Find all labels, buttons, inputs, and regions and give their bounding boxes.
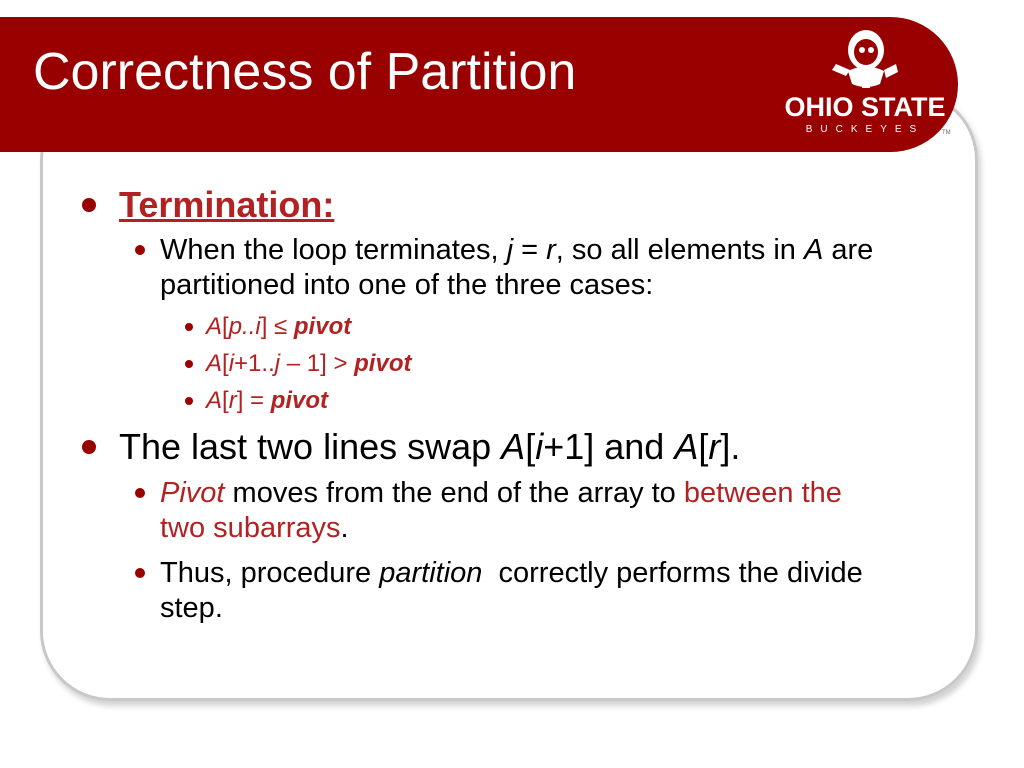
case-2-text: A[i+1..j – 1] > pivot — [206, 350, 412, 377]
logo-tm: TM — [942, 130, 951, 136]
buckeye-mascot-icon — [778, 26, 953, 146]
bullet-loop-terminates — [135, 233, 945, 303]
bullet-termination — [82, 183, 334, 226]
bullet-dot — [135, 245, 145, 255]
bullet-pivot-moves — [135, 476, 895, 546]
logo-line2: BUCKEYES — [805, 124, 925, 135]
logo-line1: OHIO STATE — [784, 92, 946, 122]
bullet-dot — [185, 397, 193, 405]
bullet-dot — [135, 488, 145, 498]
last-two-lines-text: The last two lines swap A[i+1] and A[r]. — [119, 426, 741, 467]
bullet-dot — [185, 323, 193, 331]
case-3-text: A[r] = pivot — [206, 387, 329, 414]
ohio-state-buckeyes-logo — [778, 26, 953, 146]
pivot-moves-text: Pivot moves from the end of the array to between the two subarrays. — [160, 477, 842, 544]
procedure-partition-text: Thus, procedure partition correctly performs the divide step. — [160, 557, 871, 624]
bullet-last-two-lines — [82, 425, 740, 468]
bullet-dot — [185, 360, 193, 368]
bullet-dot — [135, 568, 145, 578]
case-greater-pivot — [185, 349, 411, 379]
loop-terminates-text: When the loop terminates, j = r, so all elements in A are partitioned into one of the three cases: — [160, 234, 874, 301]
bullet-procedure-partition — [135, 556, 915, 626]
case-less-equal-pivot — [185, 312, 351, 342]
case-equal-pivot — [185, 386, 328, 416]
bullet-dot — [82, 198, 96, 212]
bullet-dot — [82, 440, 96, 454]
case-1-text: A[p..i] ≤ pivot — [206, 313, 352, 340]
slide-title: Correctness of Partition — [33, 43, 577, 101]
termination-heading: Termination: — [119, 184, 335, 225]
